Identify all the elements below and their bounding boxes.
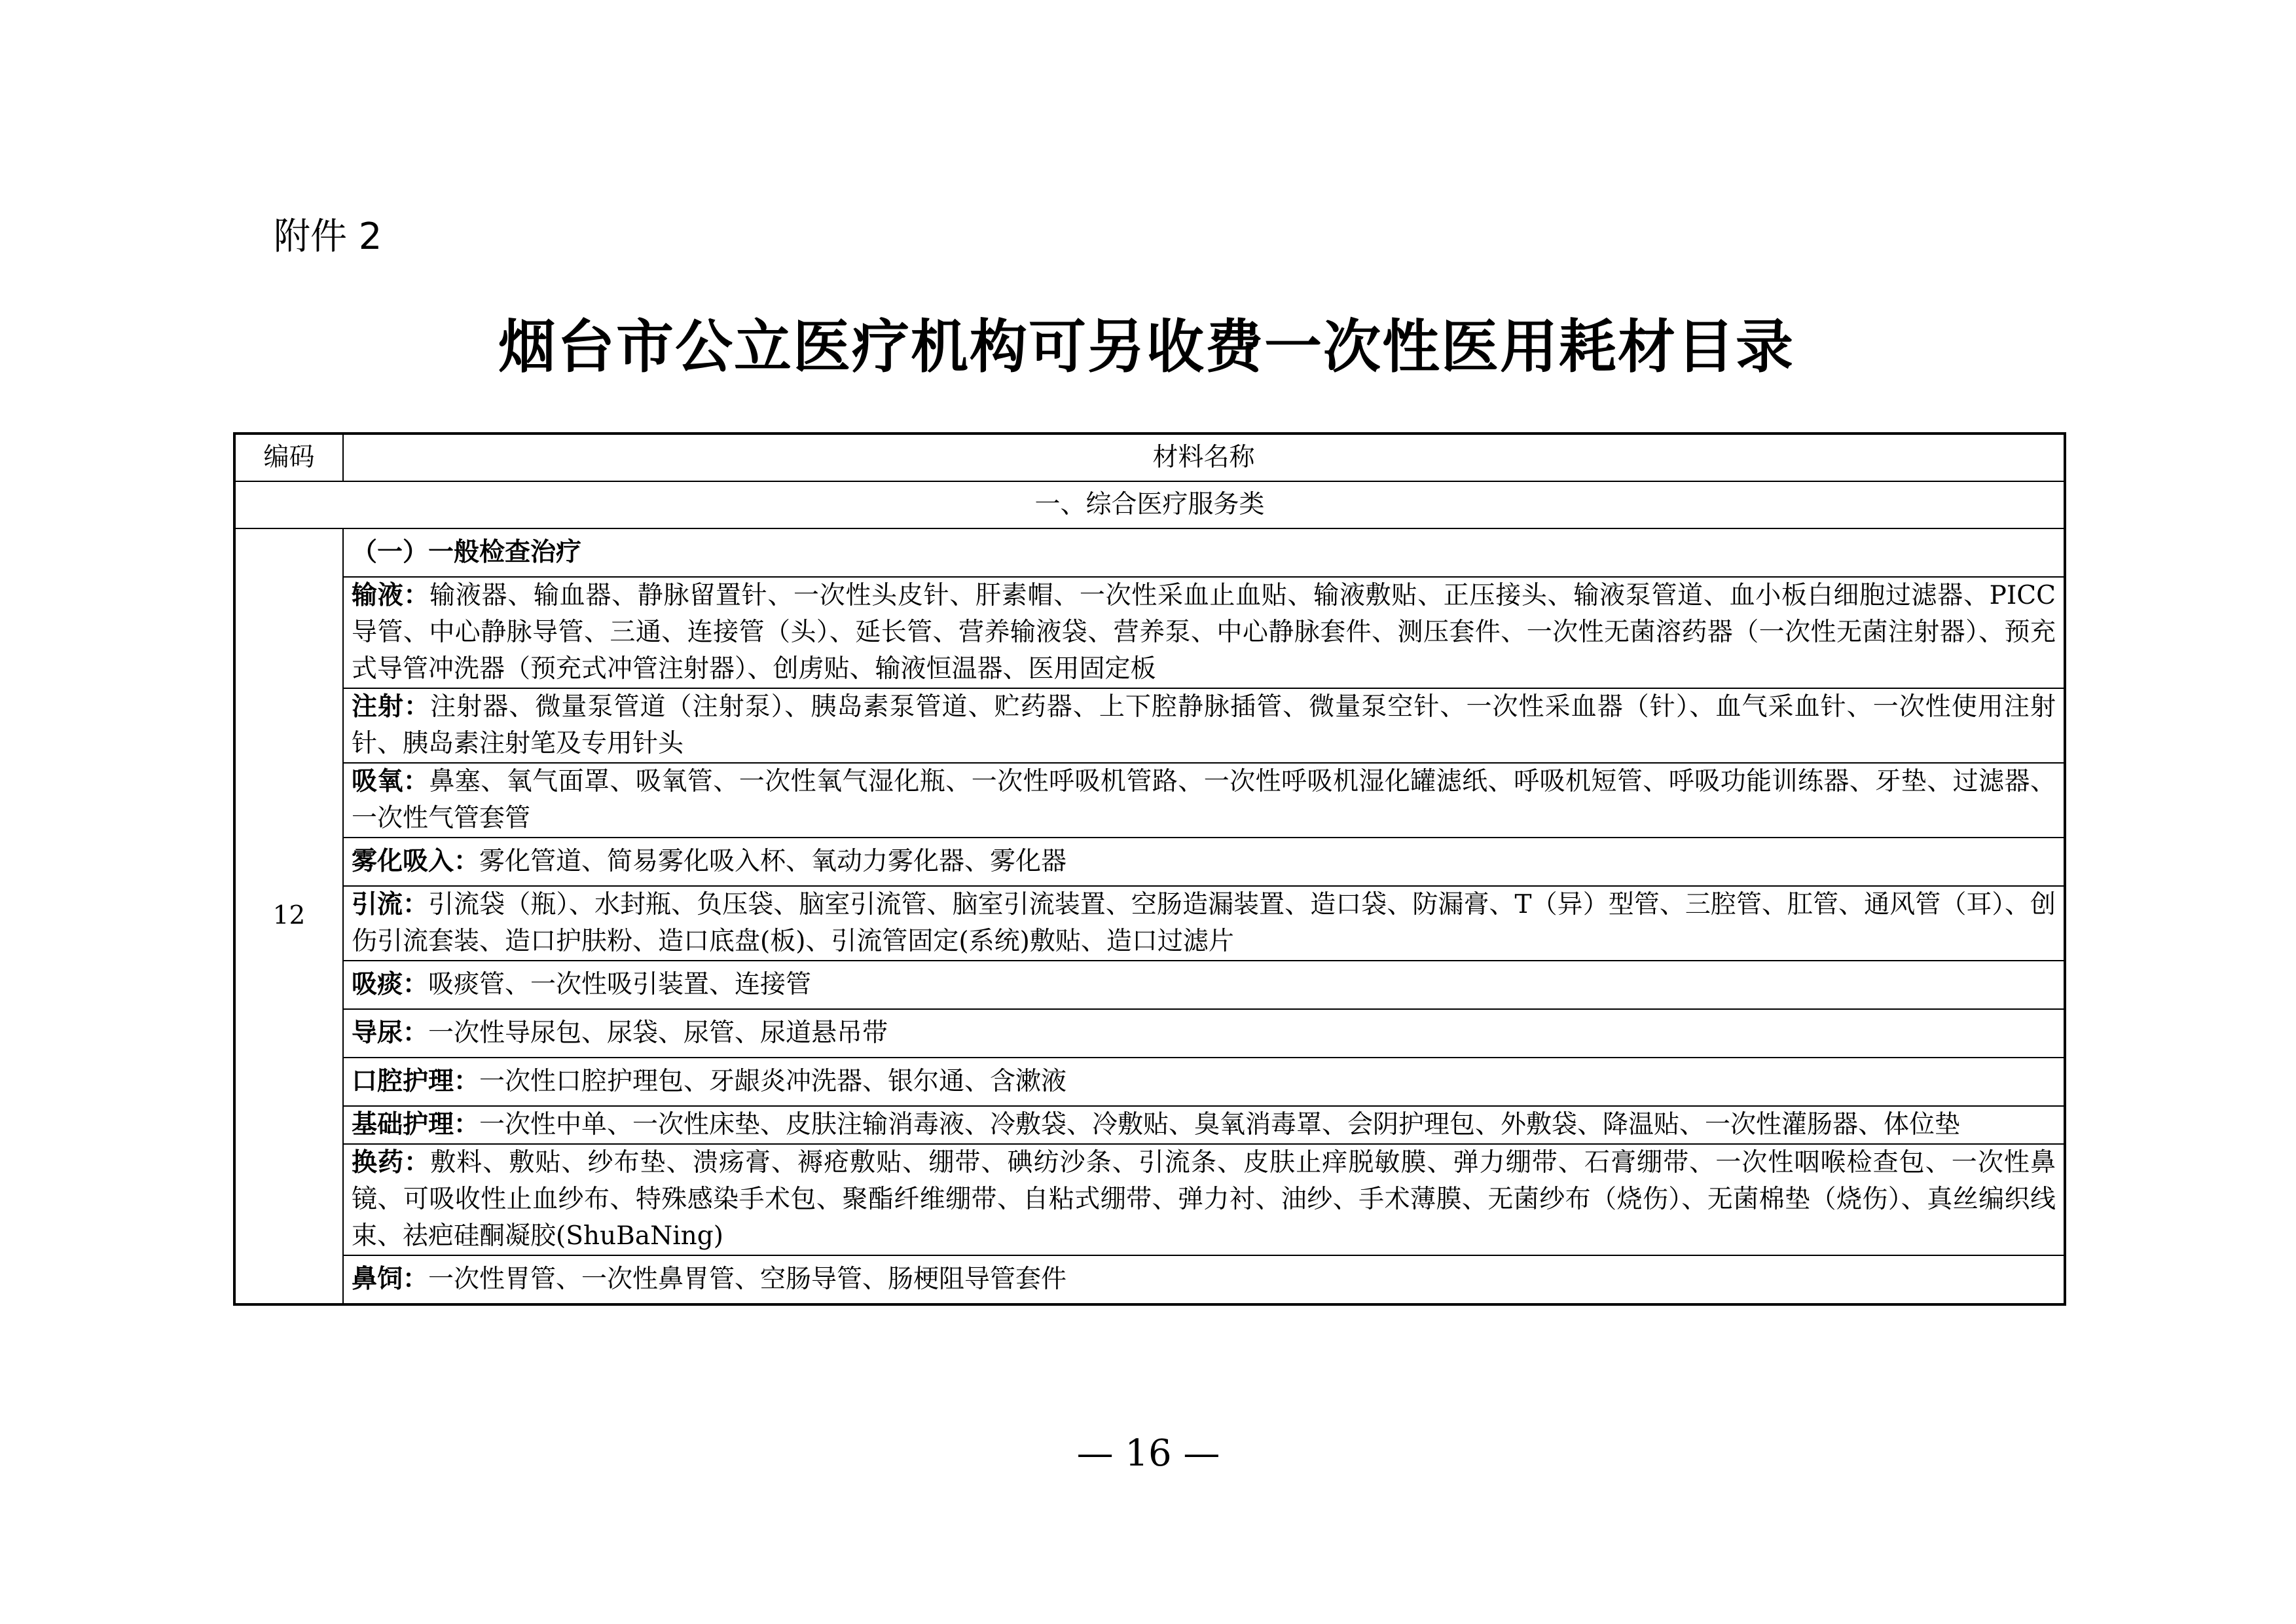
- section-title: 一、综合医疗服务类: [234, 481, 2065, 528]
- table-row: [234, 763, 2065, 838]
- category-cell: [343, 1106, 2065, 1144]
- table-row: [234, 577, 2065, 688]
- category-items: 雾化管道、简易雾化吸入杯、氧动力雾化器、雾化器: [479, 847, 1067, 876]
- category-items: 敷料、敷贴、纱布垫、溃疡膏、褥疮敷贴、绷带、碘纺沙条、引流条、皮肤止痒脱敏膜、弹力绷带、石膏绷带、一次性咽喉检查包、一次性鼻镜、可吸收性止血纱布、特殊感染手术包、聚酯纤维绷带、自粘式绷带、弹力衬、油纱、手术薄膜、无菌纱布（烧伤）、无菌棉垫（烧伤）、真丝编织线束、祛疤硅酮凝胶(ShuBaNing): [352, 1148, 2056, 1251]
- category-items: 吸痰管、一次性吸引装置、连接管: [428, 970, 812, 999]
- category-cell: [343, 763, 2065, 838]
- category-label: 换药：: [352, 1148, 431, 1177]
- category-cell: [343, 1058, 2065, 1106]
- category-items: 引流袋（瓶）、水封瓶、负压袋、脑室引流管、脑室引流装置、空肠造漏装置、造口袋、防漏膏、T（异）型管、三腔管、肛管、通风管（耳）、创伤引流套装、造口护肤粉、造口底盘(板)、引流管固定(系统)敷贴、造口过滤片: [352, 890, 2056, 956]
- table-header-row: [234, 434, 2065, 481]
- category-label: 输液：: [352, 581, 430, 610]
- category-cell: [343, 961, 2065, 1009]
- category-label: 引流：: [352, 890, 429, 919]
- header-code: 编码: [234, 434, 343, 481]
- category-items: 输液器、输血器、静脉留置针、一次性头皮针、肝素帽、一次性采血止血贴、输液敷贴、正压接头、输液泵管道、血小板白细胞过滤器、PICC 导管、中心静脉导管、三通、连接管（头）、延长管、营养输液袋、营养泵、中心静脉套件、测压套件、一次性无菌溶药器（一次性无菌注射器）、预充式导管冲洗器（预充式冲管注射器）、创虏贴、输液恒温器、医用固定板: [352, 581, 2056, 684]
- table-row: [234, 838, 2065, 886]
- category-items: 一次性中单、一次性床垫、皮肤注输消毒液、冷敷袋、冷敷贴、臭氧消毒罩、会阴护理包、外敷袋、降温贴、一次性灌肠器、体位垫: [479, 1110, 1961, 1139]
- category-items: 一次性胃管、一次性鼻胃管、空肠导管、肠梗阻导管套件: [428, 1264, 1067, 1294]
- category-label: 基础护理：: [352, 1110, 480, 1139]
- category-label: 吸痰：: [352, 970, 429, 999]
- category-label: 口腔护理：: [352, 1067, 480, 1096]
- table-row: [234, 886, 2065, 961]
- category-cell: [343, 1255, 2065, 1304]
- table-row: [234, 688, 2065, 763]
- category-cell: [343, 1144, 2065, 1255]
- page-number: — 16 —: [1076, 1432, 1220, 1475]
- category-label: 鼻饲：: [352, 1264, 429, 1294]
- table-row: [234, 1255, 2065, 1304]
- consumables-table: [233, 432, 2066, 1306]
- category-items: 鼻塞、氧气面罩、吸氧管、一次性氧气湿化瓶、一次性呼吸机管路、一次性呼吸机湿化罐滤纸、呼吸机短管、呼吸功能训练器、牙垫、过滤器、一次性气管套管: [352, 767, 2056, 833]
- category-cell: [343, 688, 2065, 763]
- section-row: [234, 481, 2065, 528]
- table-row: [234, 1106, 2065, 1144]
- category-items: 一次性口腔护理包、牙龈炎冲洗器、银尔通、含漱液: [479, 1067, 1067, 1096]
- category-cell: [343, 1009, 2065, 1058]
- table-row: [234, 961, 2065, 1009]
- item-code: 12: [234, 528, 343, 1304]
- table-row: [234, 1009, 2065, 1058]
- category-items: 一次性导尿包、尿袋、尿管、尿道悬吊带: [428, 1018, 888, 1048]
- table-row: [234, 1058, 2065, 1106]
- table-row: [234, 1144, 2065, 1255]
- category-label: 吸氧：: [352, 767, 429, 796]
- category-items: 注射器、微量泵管道（注射泵）、胰岛素泵管道、贮药器、上下腔静脉插管、微量泵空针、一次性采血器（针）、血气采血针、一次性使用注射针、胰岛素注射笔及专用针头: [352, 692, 2056, 758]
- header-name: 材料名称: [343, 434, 2065, 481]
- category-cell: [343, 577, 2065, 688]
- subsection-row: [234, 528, 2065, 577]
- category-label: 导尿：: [352, 1018, 429, 1048]
- attachment-label: 附件 2: [274, 215, 382, 258]
- category-label: 雾化吸入：: [352, 847, 480, 876]
- category-label: 注射：: [352, 692, 431, 722]
- document-title: 烟台市公立医疗机构可另收费一次性医用耗材目录: [498, 313, 1795, 380]
- subsection-title: （一）一般检查治疗: [343, 528, 2065, 577]
- category-cell: [343, 886, 2065, 961]
- category-cell: [343, 838, 2065, 886]
